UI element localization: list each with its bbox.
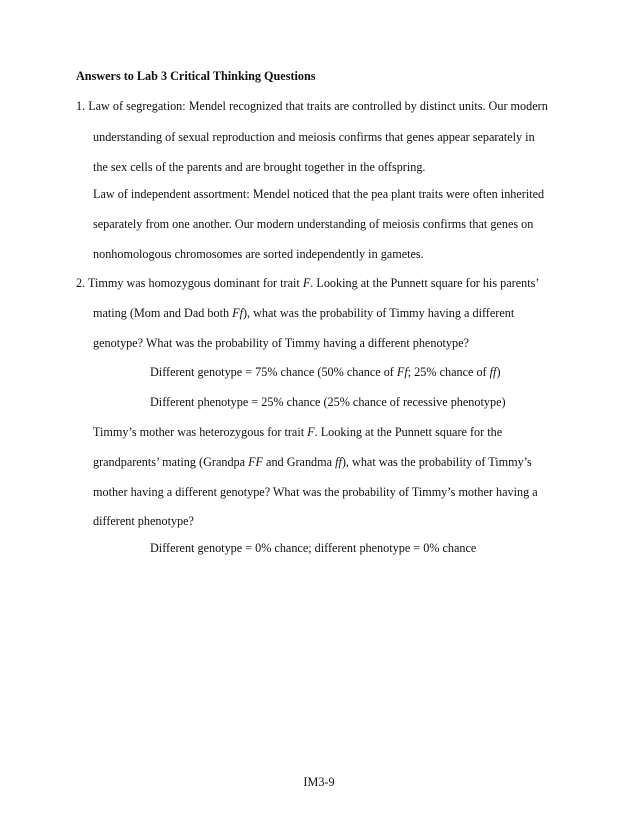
q2-mother-line-2 [93, 454, 532, 470]
q1-line-1: 1. Law of segregation: Mendel recognized that traits are controlled by distinct units. Our modern [76, 99, 548, 113]
italic-text: F [307, 425, 315, 439]
q1-line-4: Law of independent assortment: Mendel noticed that the pea plant traits were often inherited [93, 187, 545, 201]
italic-text: ff [335, 455, 342, 469]
text: mating (Mom and Dad both [93, 306, 233, 320]
q1-line-2: understanding of sexual reproduction and meiosis confirms that genes appear separately in [93, 130, 535, 144]
text: Different genotype = 75% chance (50% chance of [150, 365, 397, 379]
q2-mother-line-4: different phenotype? [93, 514, 194, 528]
text: ), what was the probability of Timmy’s [341, 455, 532, 469]
italic-text: FF [248, 455, 263, 469]
text: and Grandma [263, 455, 336, 469]
q2-line-3: genotype? What was the probability of Timmy having a different phenotype? [93, 336, 469, 350]
text: ; 25% chance of [407, 365, 490, 379]
text: 2. Timmy was homozygous dominant for trait [76, 276, 303, 290]
text: . Looking at the Punnett square for the [314, 425, 503, 439]
text: Timmy’s mother was heterozygous for trait [93, 425, 308, 439]
italic-text: ff [489, 365, 497, 379]
text: ), what was the probability of Timmy having a different [242, 306, 515, 320]
q2-answer-2: Different phenotype = 25% chance (25% chance of recessive phenotype) [150, 395, 506, 409]
q2-answer-1 [150, 364, 501, 380]
page-number: IM3-9 [303, 775, 335, 789]
q2-mother-line-1 [93, 424, 502, 440]
italic-text: Ff [232, 306, 243, 320]
q1-line-5: separately from one another. Our modern understanding of meiosis confirms that genes on [93, 217, 534, 231]
q2-line-1 [76, 275, 539, 291]
text: . Looking at the Punnett square for his parents’ [310, 276, 540, 290]
q1-line-3: the sex cells of the parents and are brought together in the offspring. [93, 160, 426, 174]
italic-text: F [302, 276, 311, 290]
text: ) [496, 365, 501, 379]
q2-line-2 [93, 305, 514, 321]
q2-mother-line-3: mother having a different genotype? What was the probability of Timmy’s mother having a [93, 485, 538, 499]
text: grandparents’ mating (Grandpa [93, 455, 249, 469]
q2-answer-3: Different genotype = 0% chance; different phenotype = 0% chance [150, 541, 477, 555]
document-title: Answers to Lab 3 Critical Thinking Questions [76, 69, 316, 83]
italic-text: Ff [396, 365, 408, 379]
q1-line-6: nonhomologous chromosomes are sorted independently in gametes. [93, 247, 424, 261]
